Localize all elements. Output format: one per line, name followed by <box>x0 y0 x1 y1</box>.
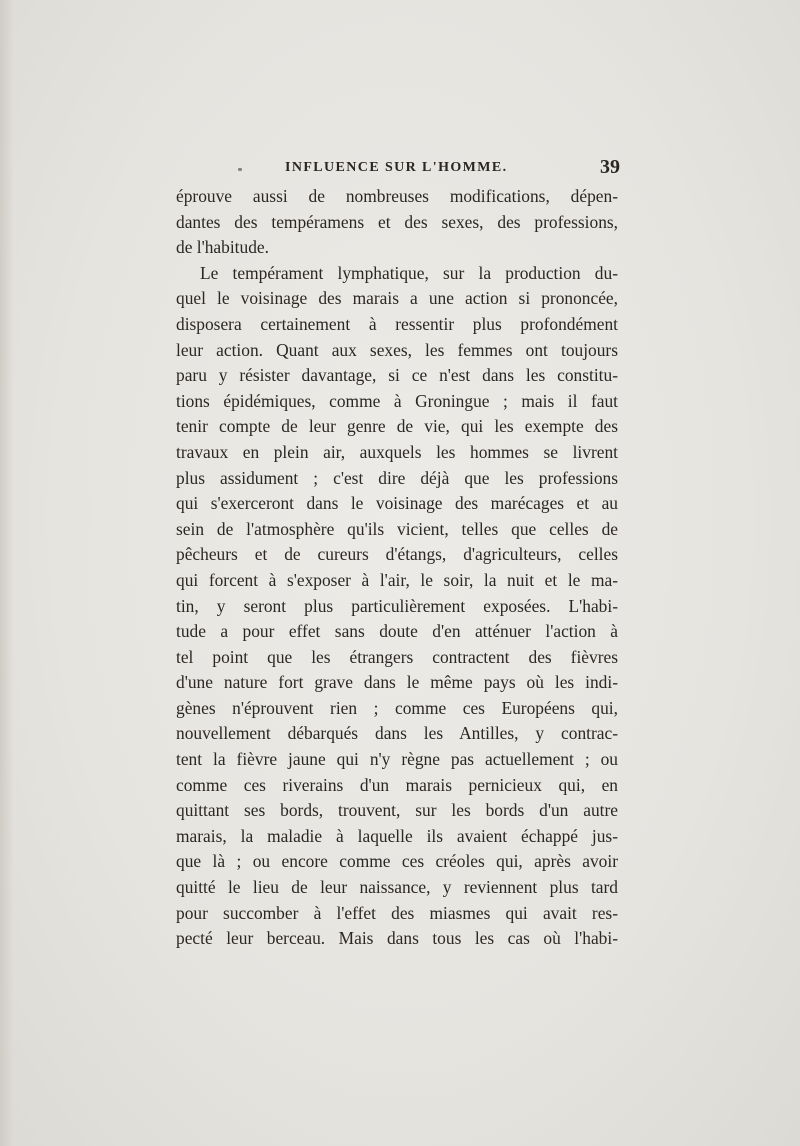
text-line: sein de l'atmosphère qu'ils vicient, telles que celles de <box>176 518 618 539</box>
text-line: travaux en plein air, auxquels les hommes se livrent <box>176 441 618 462</box>
text-line: pecté leur berceau. Mais dans tous les cas où l'habi- <box>176 928 618 949</box>
text-line: tel point que les étrangers contractent des fièvres <box>176 646 618 667</box>
text-line: quitté le lieu de leur naissance, y reviennent plus tard <box>176 877 618 898</box>
text-line: paru y résister davantage, si ce n'est dans les constitu- <box>176 365 618 386</box>
text-line: marais, la maladie à laquelle ils avaient échappé jus- <box>176 825 618 846</box>
text-line: tude a pour effet sans doute d'en atténuer l'action à <box>176 621 618 642</box>
text-line: qui s'exerceront dans le voisinage des marécages et au <box>176 493 618 514</box>
text-line: quel le voisinage des marais a une action si prononcée, <box>176 288 618 309</box>
text-line: nouvellement débarqués dans les Antilles, y contrac- <box>176 723 618 744</box>
text-line: qui forcent à s'exposer à l'air, le soir, la nuit et le ma- <box>176 569 618 590</box>
text-line: pêcheurs et de cureurs d'étangs, d'agriculteurs, celles <box>176 544 618 565</box>
running-head: INFLUENCE SUR L'HOMME. <box>285 160 508 175</box>
page-shadow-edge <box>0 0 14 1146</box>
text-line: leur action. Quant aux sexes, les femmes ont toujours <box>176 339 618 360</box>
text-line: comme ces riverains d'un marais pernicieux qui, en <box>176 774 618 795</box>
text-line: gènes n'éprouvent rien ; comme ces Européens qui, <box>176 697 618 718</box>
ink-speck <box>238 168 242 171</box>
text-line: tin, y seront plus particulièrement exposées. L'habi- <box>176 595 618 616</box>
text-line: dantes des tempéramens et des sexes, des professions, <box>176 211 618 232</box>
text-line: tenir compte de leur genre de vie, qui les exempte des <box>176 416 618 437</box>
page-header <box>285 158 620 180</box>
text-line: plus assidument ; c'est dire déjà que les professions <box>176 467 618 488</box>
text-line: éprouve aussi de nombreuses modifications, dépen- <box>176 186 618 206</box>
text-line: tent la fièvre jaune qui n'y règne pas actuellement ; ou <box>176 749 618 770</box>
text-line: quittant ses bords, trouvent, sur les bords d'un autre <box>176 800 618 821</box>
text-line: tions épidémiques, comme à Groningue ; mais il faut <box>176 390 618 411</box>
text-line: Le tempérament lymphatique, sur la production du- <box>200 262 618 283</box>
text-line: de l'habitude. <box>176 237 269 258</box>
text-line: que là ; ou encore comme ces créoles qui, après avoir <box>176 851 618 872</box>
text-line: pour succomber à l'effet des miasmes qui avait res- <box>176 902 618 923</box>
text-line: d'une nature fort grave dans le même pays où les indi- <box>176 672 618 693</box>
body-text <box>176 184 618 952</box>
page-number: 39 <box>600 156 620 178</box>
text-line: disposera certainement à ressentir plus profondément <box>176 313 618 334</box>
